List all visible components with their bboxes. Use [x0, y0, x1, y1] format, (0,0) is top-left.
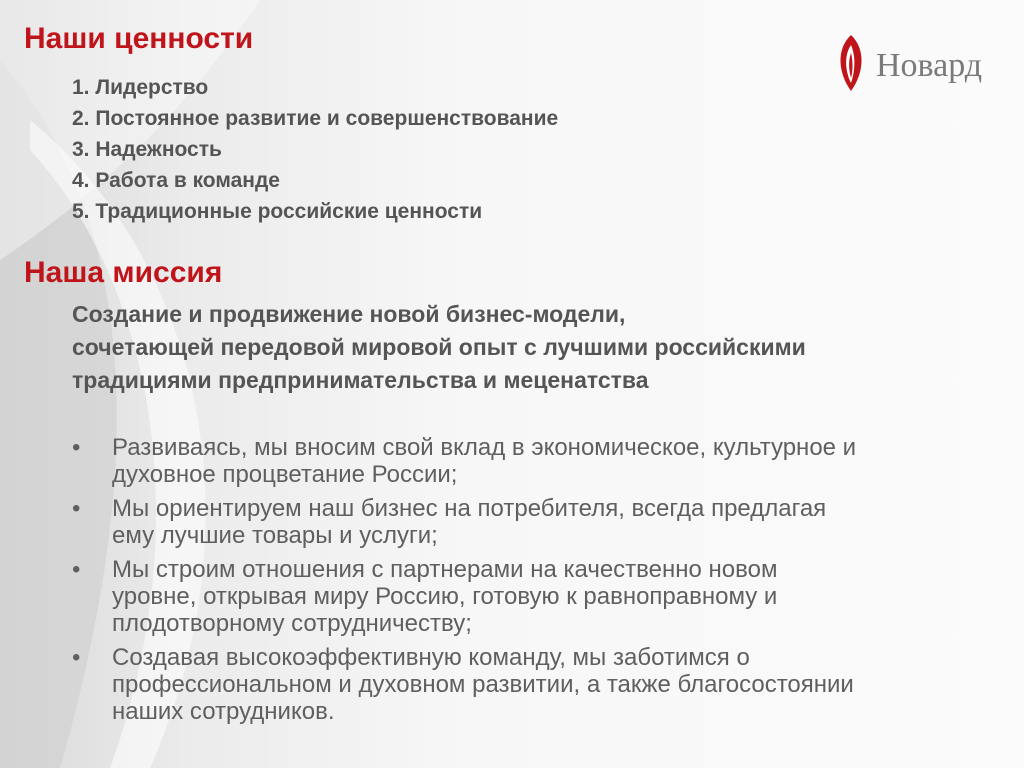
bullet-icon: •: [72, 556, 81, 583]
bullet-item: [72, 644, 1002, 725]
bullet-line: профессиональном и духовном развитии, а также благосостоянии: [112, 671, 854, 698]
bullet-line: ему лучшие товары и услуги;: [112, 522, 438, 549]
values-list: [72, 72, 558, 227]
value-item: 5. Традиционные российские ценности: [72, 200, 483, 223]
bullet-item: [72, 495, 1002, 549]
bullet-line: Создавая высокоэффективную команду, мы заботимся о: [112, 644, 750, 671]
bullet-item: [72, 434, 1002, 488]
company-logo: [834, 33, 1004, 93]
bullet-line: Мы строим отношения с партнерами на качественно новом: [112, 556, 778, 583]
mission-statement: [72, 298, 1002, 397]
mission-line: традициями предпринимательства и меценатства: [72, 367, 649, 393]
flame-logo-icon: [834, 33, 868, 93]
value-item: 3. Надежность: [72, 138, 222, 161]
bullet-line: уровне, открывая миру Россию, готовую к равноправному и: [112, 583, 778, 610]
mission-bullets: [72, 434, 1002, 732]
mission-line: сочетающей передовой мировой опыт с лучшими российскими: [72, 334, 806, 360]
bullet-line: Мы ориентируем наш бизнес на потребителя, всегда предлагая: [112, 495, 827, 522]
bullet-icon: •: [72, 644, 81, 671]
mission-title: Наша миссия: [24, 256, 223, 289]
bullet-icon: •: [72, 495, 81, 522]
bullet-line: наших сотрудников.: [112, 698, 335, 725]
bullet-line: Развиваясь, мы вносим свой вклад в экономическое, культурное и: [112, 434, 857, 461]
bullet-line: духовное процветание России;: [112, 461, 458, 488]
bullet-line: плодотворному сотрудничеству;: [112, 610, 472, 637]
bullet-item: [72, 556, 1002, 637]
logo-wordmark: Новард: [876, 47, 983, 84]
bullet-icon: •: [72, 434, 81, 461]
value-item: 4. Работа в команде: [72, 169, 280, 192]
values-title: Наши ценности: [24, 22, 254, 55]
value-item: 2. Постоянное развитие и совершенствование: [72, 107, 559, 130]
value-item: 1. Лидерство: [72, 76, 209, 99]
mission-line: Создание и продвижение новой бизнес-модели,: [72, 301, 626, 327]
